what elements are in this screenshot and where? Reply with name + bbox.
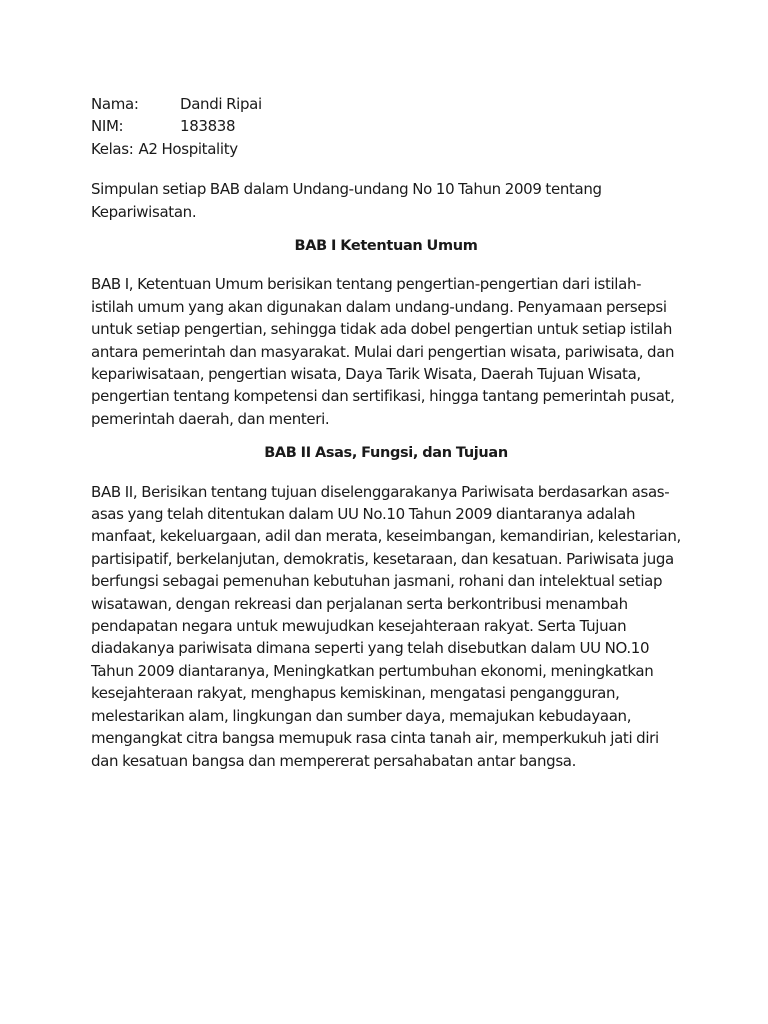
student-info: [91, 93, 681, 160]
section-body-bab-2: BAB II, Berisikan tentang tujuan diselenggarakanya Pariwisata berdasarkan asas-asas yang telah ditentukan dalam UU No.10 Tahun 2009 diantaranya adalah manfaat, kekeluargaan, adil dan merata, keseimbangan, kemandirian, kelestarian, partisipatif, berkelanjutan, demokratis, kesetaraan, dan kesatuan. Pariwisata juga berfungsi sebagai pemenuhan kebutuhan jasmani, rohani dan intelektual setiap wisatawan, dengan rekreasi dan perjalanan serta berkontribusi menambah pendapatan negara untuk mewujudkan kesejahteraan rakyat. Serta Tujuan diadakanya pariwisata dimana seperti yang telah disebutkan dalam UU NO.10 Tahun 2009 diantaranya, Meningkatkan pertumbuhan ekonomi, meningkatkan kesejahteraan rakyat, menghapus kemiskinan, mengatasi pengangguran, melestarikan alam, lingkungan dan sumber daya, memajukan kebudayaan, mengangkat citra bangsa memupuk rasa cinta tanah air, memperkukuh jati diri dan kesatuan bangsa dan mempererat persahabatan antar bangsa.: [91, 482, 681, 770]
nim-label: NIM:: [91, 117, 124, 136]
section-heading-bab-1: BAB I Ketentuan Umum: [294, 237, 478, 254]
name-row: [91, 93, 681, 115]
name-value: Dandi Ripai: [180, 95, 262, 113]
kelas-value: A2 Hospitality: [138, 139, 238, 158]
kelas-label: Kelas:: [91, 139, 134, 158]
document-page: [91, 93, 681, 772]
nim-row: [91, 115, 681, 137]
intro-paragraph: Simpulan setiap BAB dalam Undang-undang No 10 Tahun 2009 tentang Kepariwisatan.: [91, 180, 602, 221]
name-label: Nama:: [91, 95, 139, 113]
section-heading-bab-2: BAB II Asas, Fungsi, dan Tujuan: [264, 445, 508, 462]
nim-value: 183838: [180, 117, 236, 136]
kelas-row: [91, 138, 681, 160]
section-body-bab-1: BAB I, Ketentuan Umum berisikan tentang pengertian-pengertian dari istilah-istilah umum yang akan digunakan dalam undang-undang. Penyamaan persepsi untuk setiap pengertian, sehingga tidak ada dobel pengertian untuk setiap istilah antara pemerintah dan masyarakat. Mulai dari pengertian wisata, pariwisata, dan kepariwisataan, pengertian wisata, Daya Tarik Wisata, Daerah Tujuan Wisata, pengertian tentang kompetensi dan sertifikasi, hingga tantang pemerintah pusat, pemerintah daerah, dan menteri.: [91, 275, 675, 428]
